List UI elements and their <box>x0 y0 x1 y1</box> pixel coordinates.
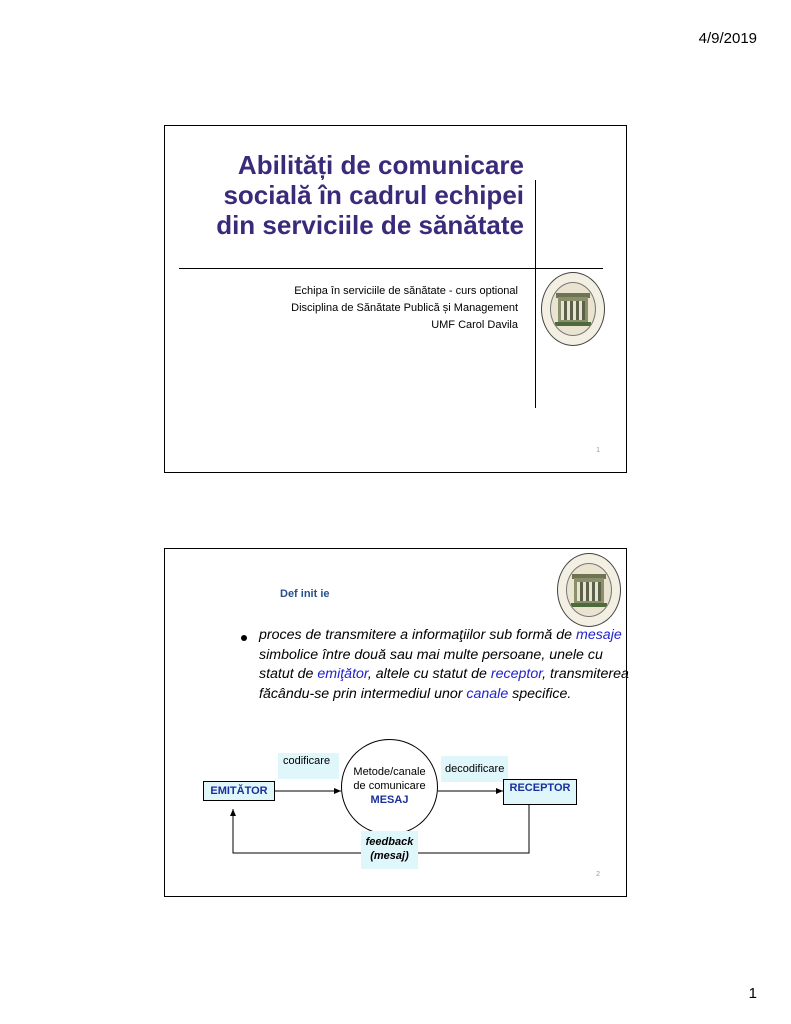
page-number: 1 <box>748 985 757 1002</box>
feedback-line-2: (mesaj) <box>370 850 409 862</box>
keyword-canale: canale <box>466 685 509 702</box>
keyword-emitator: emiţător <box>317 666 368 682</box>
channel-label-line-2: de comunicare <box>353 780 426 792</box>
definition-text: proces de transmitere a informaţiilor sub formă de mesaje simbolice între două sau mai multe persoane, unele cu statut de emiţător, altele cu statut de receptor, transmiterea făcându-se prin intermediul unor canale specifice. <box>259 627 629 702</box>
title-line-1: Abilități de comunicare <box>237 150 524 180</box>
subtitle-line-2: Disciplina de Sănătate Publică și Management <box>291 302 518 314</box>
keyword-mesaje: mesaje <box>576 627 622 643</box>
slide-2 <box>164 548 627 897</box>
subtitle-line-3: UMF Carol Davila <box>431 319 518 331</box>
feedback-label <box>361 831 418 869</box>
title-line-3: din serviciile de sănătate <box>216 210 524 240</box>
slide-number: 2 <box>596 871 600 878</box>
emitter-box: EMITĂTOR <box>203 781 275 801</box>
channel-message-label: MESAJ <box>370 794 409 806</box>
encoding-label: codificare <box>278 753 339 779</box>
channel-label-line-1: Metode/canale <box>353 766 426 778</box>
slide-1 <box>164 125 627 473</box>
definition-heading: Def init ie <box>280 588 330 600</box>
receiver-box: RECEPTOR <box>503 779 577 805</box>
vertical-divider <box>535 180 536 408</box>
slide-subtitle <box>291 283 518 334</box>
title-line-2: socială în cadrul echipei <box>223 180 524 210</box>
keyword-receptor: receptor <box>490 666 543 682</box>
header-date: 4/9/2019 <box>698 30 757 47</box>
feedback-line-1: feedback <box>365 836 414 848</box>
channel-circle <box>341 739 438 835</box>
slide-title <box>194 150 524 240</box>
university-seal-logo <box>541 272 605 346</box>
slide-number: 1 <box>596 447 600 454</box>
decoding-label: decodificare <box>441 756 508 782</box>
subtitle-line-1: Echipa în serviciile de sănătate - curs optional <box>294 285 518 297</box>
horizontal-divider <box>179 268 603 269</box>
